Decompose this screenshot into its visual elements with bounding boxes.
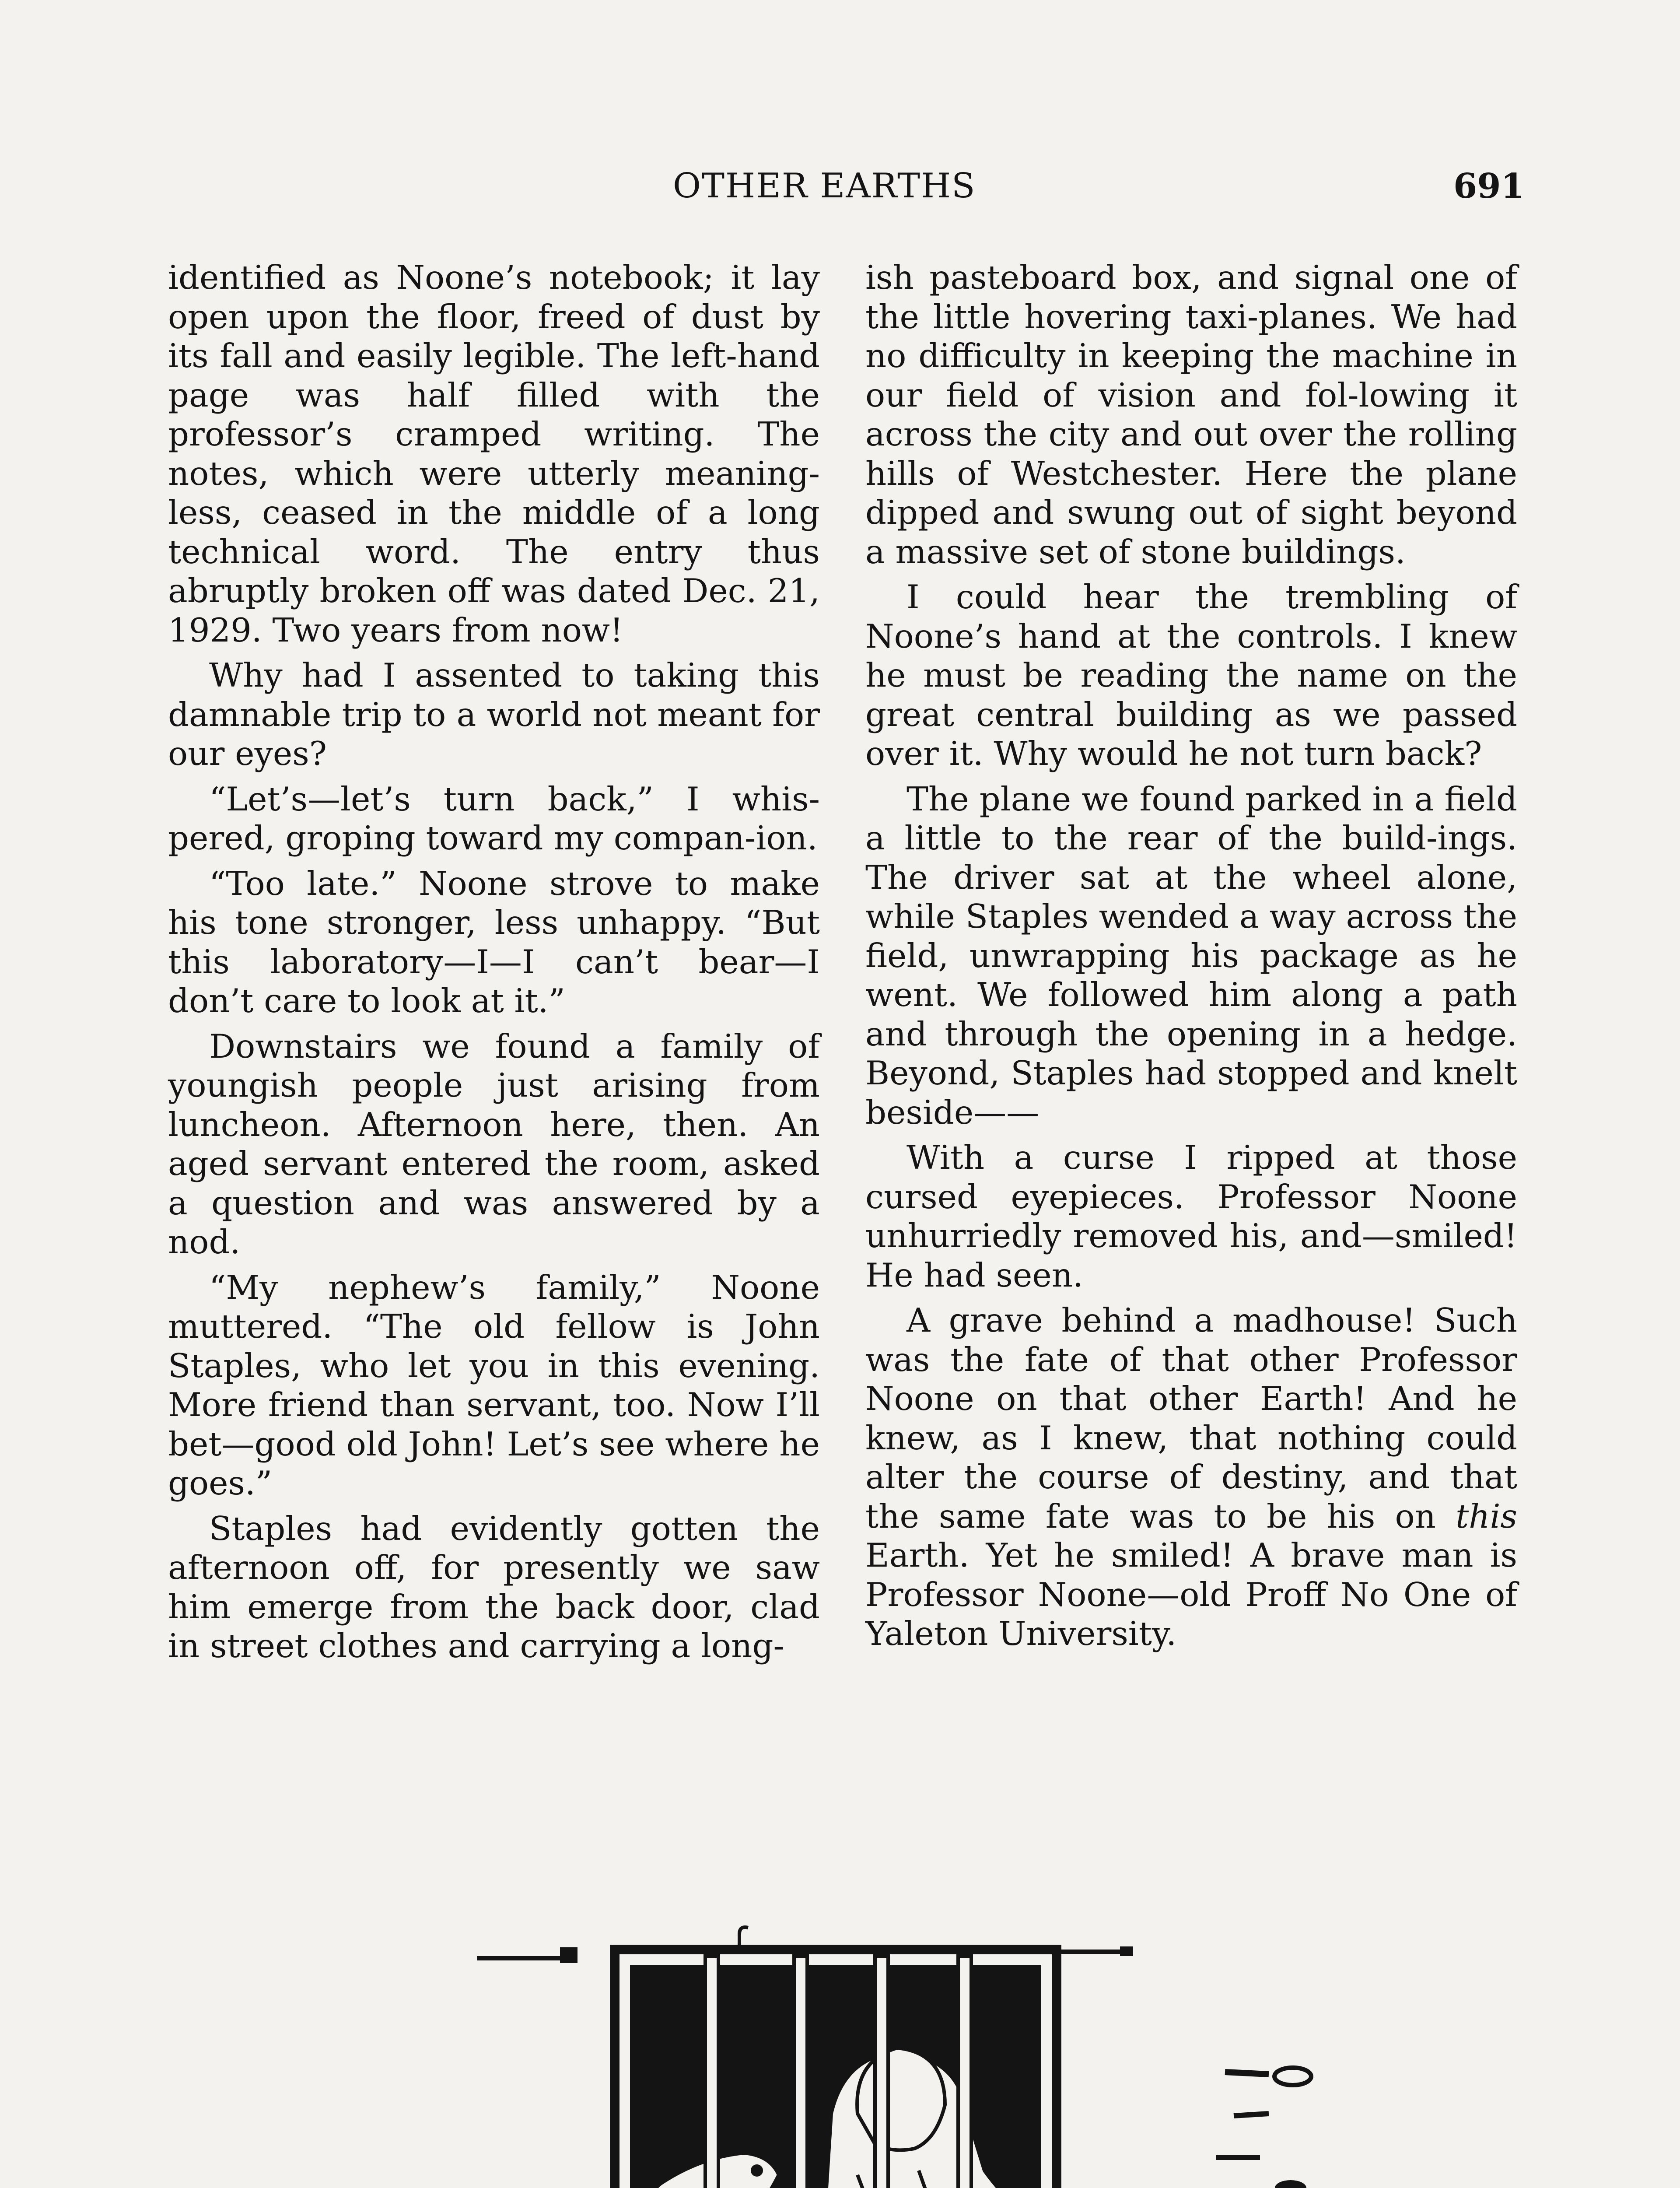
pebble: [1275, 2180, 1306, 2188]
debris: [1120, 1946, 1133, 1956]
paragraph: “My nephew’s family,” Noone muttered. “The old fellow is John Staples, who let you in this evening. More friend than servant, too. Now I’ll bet—good old John! Let’s see where he goes.”: [168, 1268, 820, 1502]
text-run: Earth. Yet he smiled! A brave man is Professor Noone—old Proff No One of Yaleton University.: [865, 1536, 1517, 1653]
paragraph: “Let’s—let’s turn back,” I whis-pered, groping toward my compan-ion.: [168, 779, 820, 857]
left-column: [168, 258, 820, 1672]
text-run: A grave behind a madhouse! Such was the fate of that other Professor Noone on that other Earth! And he knew, as I knew, that nothing could alter the course of destiny, and that the same fate was to be his on: [865, 1301, 1517, 1536]
paragraph: ish pasteboard box, and signal one of the little hovering taxi-planes. We had no difficulty in keeping the machine in our field of vision and fol-lowing it across the city and out over the rolling hills of Westchester. Here the plane dipped and swung out of sight beyond a massive set of stone buildings.: [865, 258, 1517, 571]
page-number: 691: [1453, 166, 1525, 206]
cage-bar: [875, 1956, 888, 2188]
paragraph: With a curse I ripped at those cursed eyepieces. Professor Noone unhurriedly removed his, and—smiled! He had seen.: [865, 1138, 1517, 1294]
paragraph: I could hear the trembling of Noone’s hand at the controls. I knew he must be reading the name on the great central building as we passed over it. Why would he not turn back?: [865, 578, 1517, 773]
caged-professor-illustration: [175, 1869, 1522, 2188]
debris: [560, 1947, 578, 1963]
paragraph: Staples had evidently gotten the afternoon off, for presently we saw him emerge from the back door, clad in street clothes and carrying a long-: [168, 1509, 820, 1665]
debris: [1225, 2072, 1269, 2074]
cage-bar: [794, 1956, 807, 2188]
toad-eye: [751, 2164, 763, 2177]
paragraph: Why had I assented to taking this damnable trip to a world not meant for our eyes?: [168, 656, 820, 773]
pebble: [1274, 2068, 1311, 2085]
italic-word: this: [1456, 1497, 1517, 1536]
cage-bar: [958, 1956, 971, 2188]
paragraph: “Too late.” Noone strove to make his tone stronger, less unhappy. “But this laboratory—I—I can’t bear—I don’t care to look at it.”: [168, 864, 820, 1020]
paragraph: Downstairs we found a family of youngish people just arising from luncheon. Afternoon here, then. An aged servant entered the room, asked a question and was answered by a nod.: [168, 1027, 820, 1261]
running-head: OTHER EARTHS: [673, 166, 976, 206]
cage-bar: [705, 1956, 718, 2188]
professor-head: [857, 2048, 945, 2150]
paragraph: The plane we found parked in a field a little to the rear of the build-ings. The driver sat at the wheel alone, while Staples wended a way across the field, unwrapping his package as he went. We followed him along a path and through the opening in a hedge. Beyond, Staples had stopped and knelt beside——: [865, 779, 1517, 1132]
paragraph: identified as Noone’s notebook; it lay open upon the floor, freed of dust by its fall and easily legible. The left-hand page was half filled with the professor’s cramped writing. The notes, which were utterly meaning-less, ceased in the middle of a long technical word. The entry thus abruptly broken off was dated Dec. 21, 1929. Two years from now!: [168, 258, 820, 649]
final-paragraph: [865, 1301, 1517, 1654]
right-column: [865, 258, 1517, 1660]
debris: [1234, 2114, 1269, 2116]
